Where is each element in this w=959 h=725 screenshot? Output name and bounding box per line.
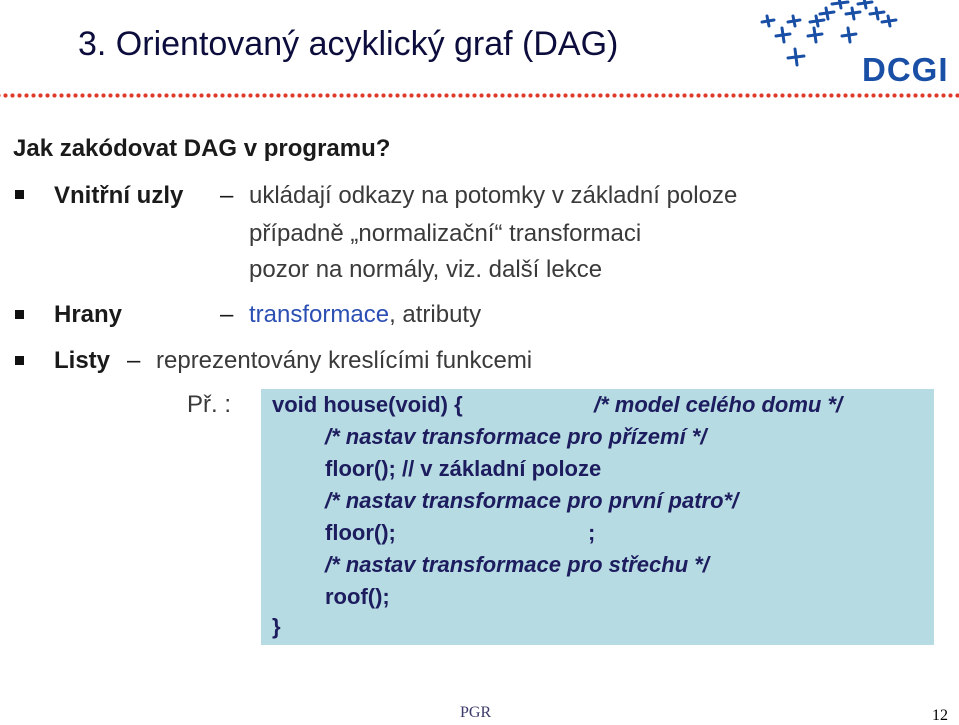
desc-leaves: reprezentovány kreslícími funkcemi <box>156 347 533 374</box>
code-comment: /* nastav transformace pro střechu */ <box>325 552 709 577</box>
title-divider <box>0 92 959 100</box>
dcgi-logo <box>752 0 959 92</box>
code-line-5-extra: ; <box>588 520 596 545</box>
bullet-square-icon <box>15 310 24 319</box>
term-inner-nodes: Vnitřní uzly <box>54 182 184 209</box>
code-comment: /* model celého domu */ <box>594 392 843 417</box>
code-line-5: floor(); <box>325 520 396 545</box>
slide-title: 3. Orientovaný acyklický graf (DAG) <box>78 25 619 63</box>
code-comment: /* nastav transformace pro první patro*/ <box>325 488 739 513</box>
section-heading: Jak zakódovat DAG v programu? <box>13 135 391 162</box>
code-line-3: floor(); // v základní poloze <box>325 456 602 481</box>
desc-inner-nodes-line1: ukládají odkazy na potomky v základní poloze <box>249 182 738 209</box>
bullet-inner-nodes <box>54 181 183 211</box>
desc-edges-blue: transformace <box>249 301 390 328</box>
bullet-square-icon <box>15 356 24 365</box>
code-line-6 <box>325 551 709 579</box>
page-number: 12 <box>932 707 948 724</box>
code-line-4 <box>325 487 738 515</box>
desc-inner-nodes-line3: pozor na normály, viz. další lekce <box>249 256 603 283</box>
bullet-square-icon <box>15 190 24 199</box>
code-line-8: } <box>272 614 281 639</box>
code-line-7: roof(); <box>325 584 390 609</box>
footer-course: PGR <box>460 704 492 721</box>
logo-text: DCGI <box>862 51 949 88</box>
term-edges: Hrany <box>54 301 123 328</box>
code-line-1-comment <box>594 391 842 419</box>
desc-edges-rest: , atributy <box>389 301 482 328</box>
term-leaves: Listy <box>54 347 111 374</box>
dash-leaves: – <box>127 347 141 374</box>
code-line-2 <box>325 423 706 451</box>
desc-inner-nodes-line2: případně „normalizační“ transformaci <box>249 220 642 247</box>
code-comment: /* nastav transformace pro přízemí */ <box>325 424 707 449</box>
example-label: Př. : <box>187 391 232 418</box>
desc-edges <box>249 300 481 330</box>
code-line-1: void house(void) { <box>272 392 463 417</box>
dash-inner-nodes: – <box>220 182 234 209</box>
dash-edges: – <box>220 301 234 328</box>
